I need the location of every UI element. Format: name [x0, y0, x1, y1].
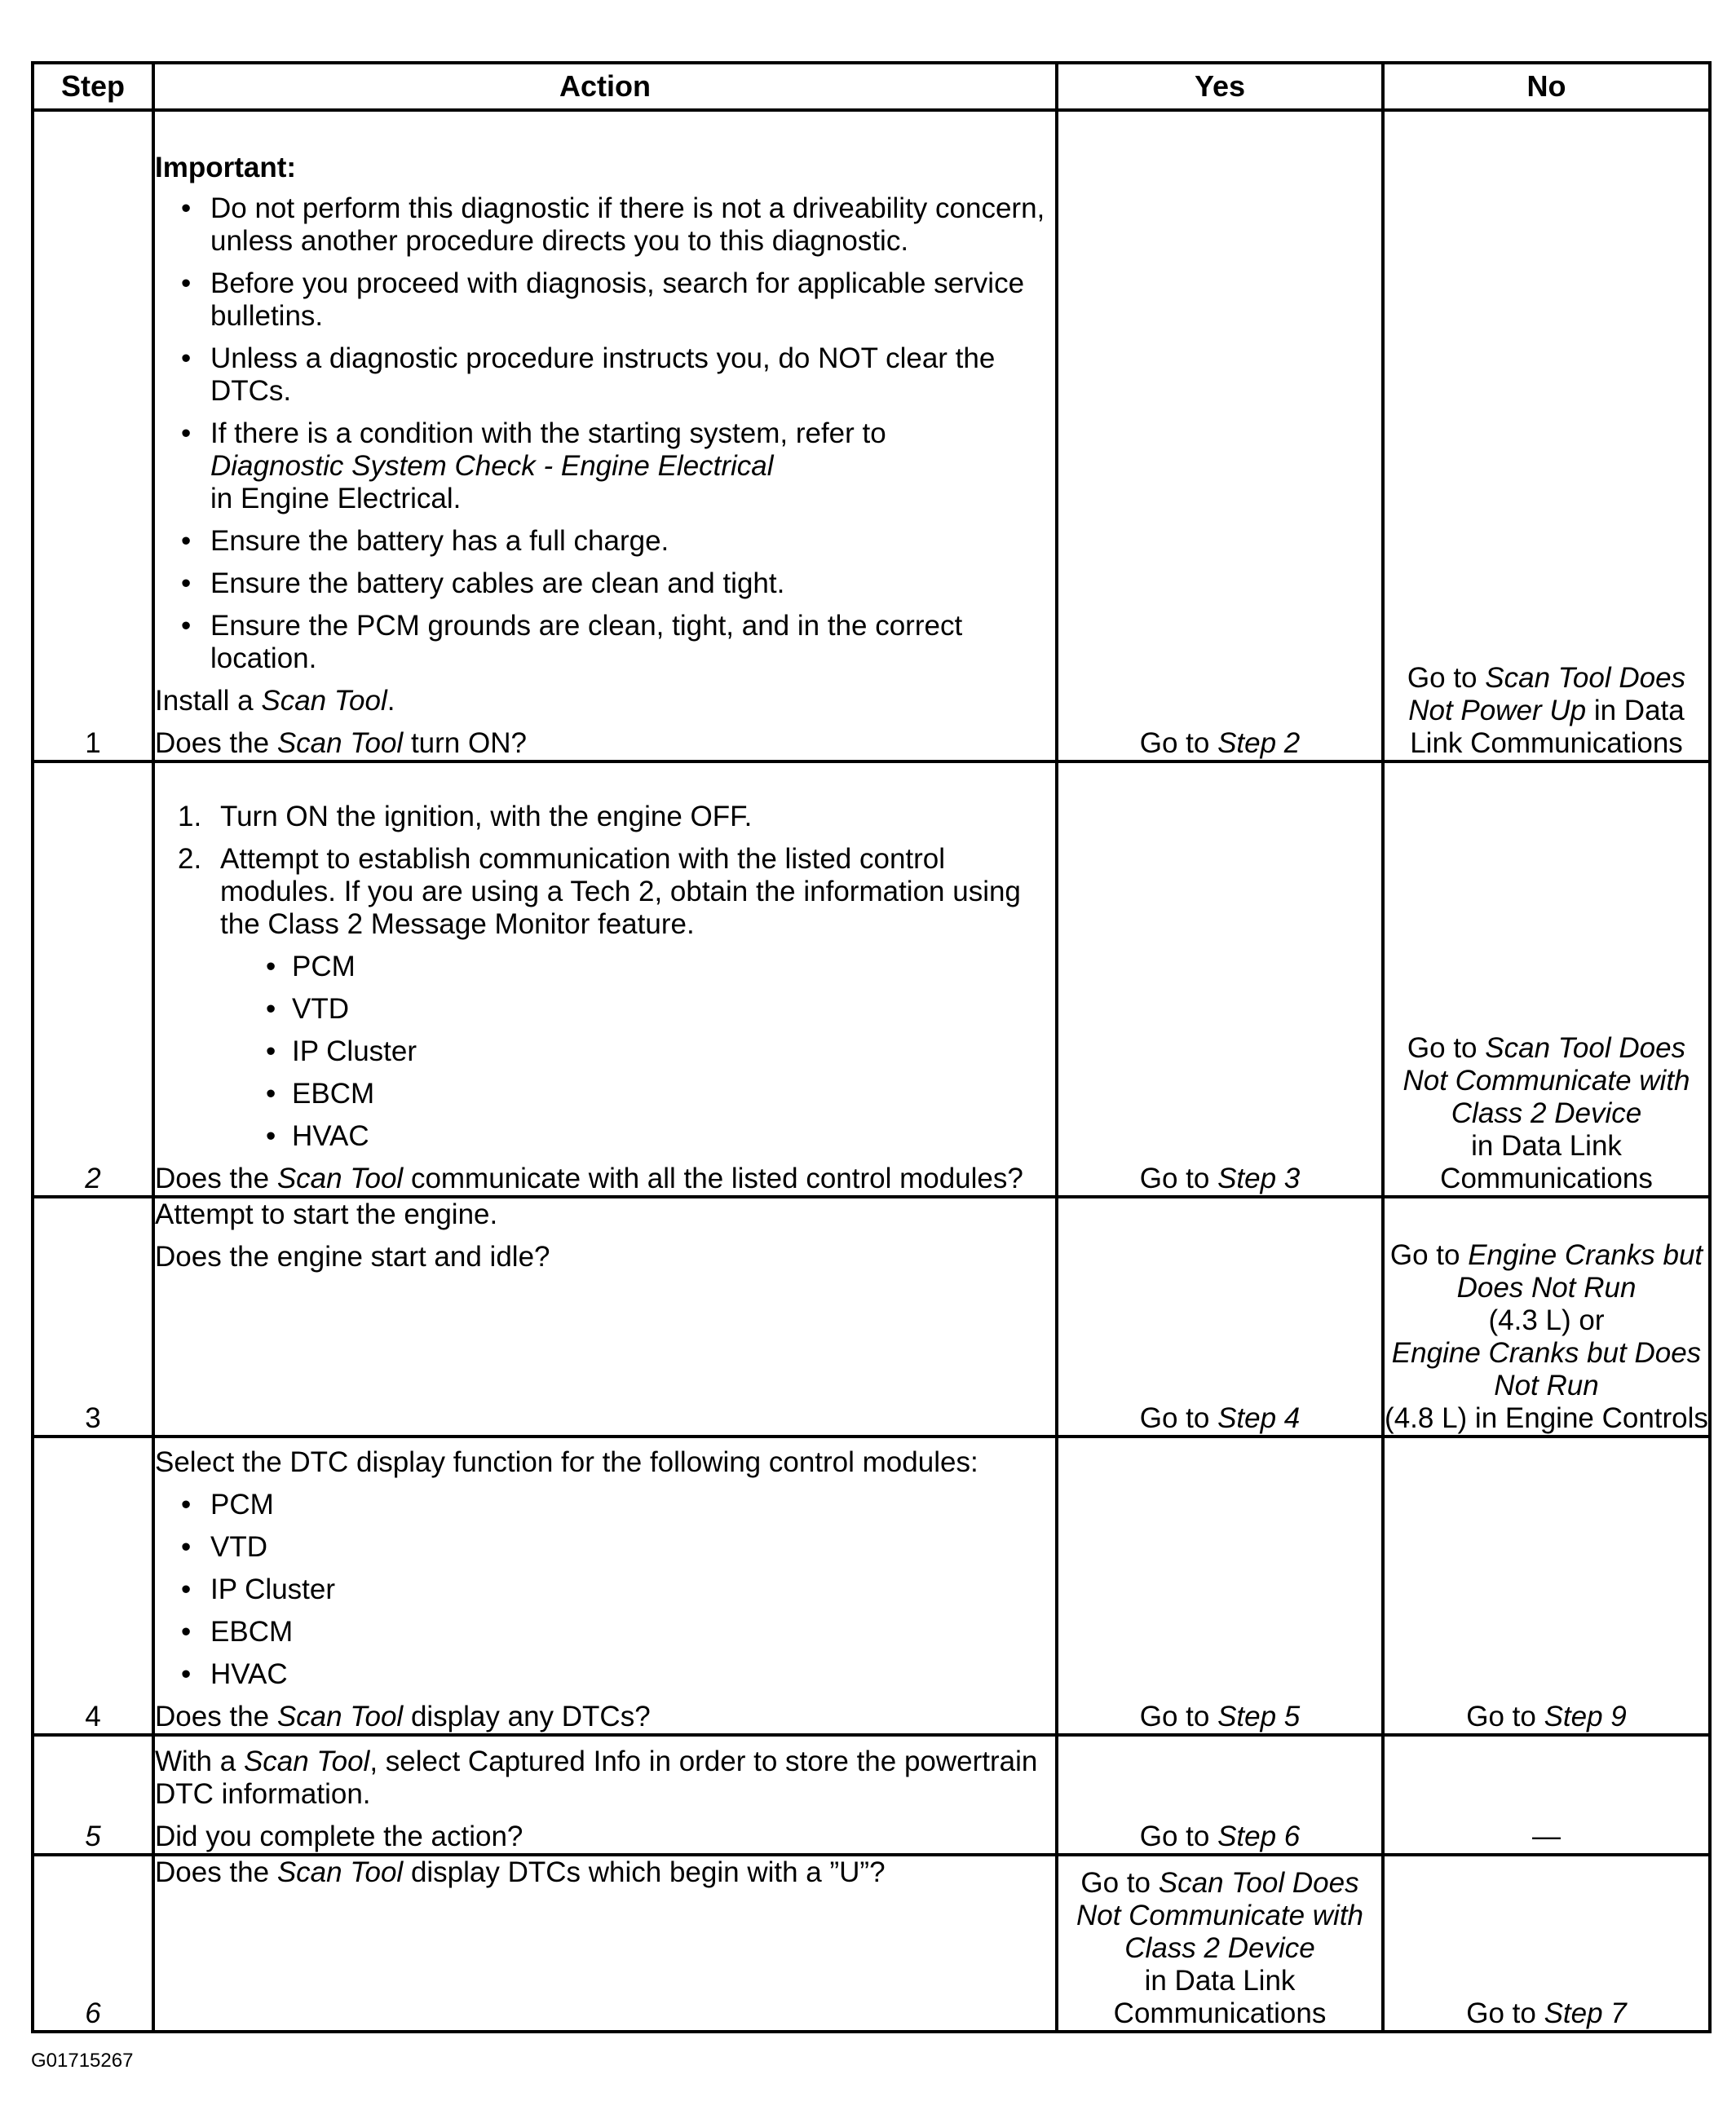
- step-number: 2: [33, 761, 153, 1197]
- yes-cell: Go to Step 5: [1057, 1437, 1383, 1735]
- question-text: Does the Scan Tool display any DTCs?: [155, 1701, 651, 1732]
- question-text: Does the engine start and idle?: [155, 1241, 550, 1273]
- list-item: • Do not perform this diagnostic if there is not a driveability concern, unless another procedure directs you to this diagnostic.: [178, 192, 1055, 258]
- question-text: Does the Scan Tool communicate with all the listed control modules?: [155, 1163, 1023, 1194]
- action-cell: [153, 761, 1057, 1197]
- reference-link: Diagnostic System Check - Engine Electrical: [210, 450, 774, 482]
- header-yes: Yes: [1057, 63, 1383, 110]
- action-cell: [153, 1735, 1057, 1855]
- list-item: 1. Turn ON the ignition, with the engine OFF.: [178, 801, 753, 832]
- table-row-step-5: [33, 1735, 1710, 1855]
- instruction-text: With a Scan Tool, select Captured Info in order to store the powertrain DTC information.: [155, 1746, 1038, 1810]
- header-no: No: [1383, 63, 1710, 110]
- action-cell: [153, 1437, 1057, 1735]
- list-item: • Before you proceed with diagnosis, search for applicable service bulletins.: [178, 267, 1055, 333]
- yes-cell: Go to Step 6: [1057, 1735, 1383, 1855]
- list-item: • EBCM: [263, 1078, 1055, 1110]
- action-cell: [153, 1197, 1057, 1437]
- numbered-list: [155, 801, 1055, 1153]
- list-item: • HVAC: [263, 1120, 1055, 1153]
- header-row: [33, 63, 1710, 110]
- list-item: 2. Attempt to establish communication with the listed control modules. If you are using a Tech 2, obtain the information using the Class 2 Message Monitor feature. • PCM • VTD • IP Cluster • EBCM • HVAC: [178, 843, 1055, 1153]
- bullet-list: [155, 192, 1055, 675]
- figure-id: G01715267: [31, 2050, 134, 2072]
- list-item: • Ensure the battery cables are clean and tight.: [178, 567, 1055, 600]
- no-cell: Go to Engine Cranks but Does Not Run (4.3 L) or Engine Cranks but Does Not Run (4.8 L) in Engine Controls: [1383, 1197, 1710, 1437]
- yes-cell: Go to Scan Tool Does Not Communicate with Class 2 Device in Data Link Communications: [1057, 1855, 1383, 2032]
- no-cell: Go to Scan Tool Does Not Power Up in Data Link Communications: [1383, 110, 1710, 761]
- list-item: • EBCM: [178, 1616, 1055, 1649]
- instruction-text: Install a Scan Tool.: [155, 685, 395, 717]
- step-number: 5: [33, 1735, 153, 1855]
- step-number: 1: [33, 110, 153, 761]
- list-item: • IP Cluster: [263, 1035, 1055, 1068]
- module-list: [155, 1489, 1055, 1691]
- instruction-text: Attempt to start the engine.: [155, 1198, 498, 1230]
- no-cell: —: [1383, 1735, 1710, 1855]
- list-item: • VTD: [263, 993, 1055, 1026]
- header-step: Step: [33, 63, 153, 110]
- no-cell: Go to Scan Tool Does Not Communicate with Class 2 Device in Data Link Communications: [1383, 761, 1710, 1197]
- list-item: • If there is a condition with the starting system, refer to Diagnostic System Check - Engine Electrical in Engine Electrical.: [178, 417, 1055, 515]
- list-item: • HVAC: [178, 1658, 1055, 1691]
- module-list: [220, 951, 1055, 1153]
- instruction-text: Select the DTC display function for the following control modules:: [155, 1446, 978, 1478]
- table-row-step-1: [33, 110, 1710, 761]
- header-action: Action: [153, 63, 1057, 110]
- diagnostic-table: [31, 61, 1712, 2033]
- question-text: Does the Scan Tool display DTCs which begin with a ”U”?: [155, 1856, 886, 1888]
- important-label: Important:: [155, 152, 297, 183]
- table-row-step-2: [33, 761, 1710, 1197]
- step-number: 6: [33, 1855, 153, 2032]
- question-text: Does the Scan Tool turn ON?: [155, 727, 527, 759]
- list-item: • PCM: [178, 1489, 1055, 1521]
- yes-cell: Go to Step 3: [1057, 761, 1383, 1197]
- table-row-step-6: [33, 1855, 1710, 2032]
- step-number: 4: [33, 1437, 153, 1735]
- yes-cell: Go to Step 2: [1057, 110, 1383, 761]
- list-item: • Ensure the battery has a full charge.: [178, 525, 1055, 558]
- question-text: Did you complete the action?: [155, 1821, 523, 1852]
- list-item: • Ensure the PCM grounds are clean, tight, and in the correct location.: [178, 610, 1055, 675]
- action-cell: [153, 1855, 1057, 2032]
- list-item: • Unless a diagnostic procedure instructs you, do NOT clear the DTCs.: [178, 342, 1055, 408]
- action-cell: [153, 110, 1057, 761]
- list-item: • IP Cluster: [178, 1573, 1055, 1606]
- step-number: 3: [33, 1197, 153, 1437]
- table-row-step-4: [33, 1437, 1710, 1735]
- list-item: • PCM: [263, 951, 1055, 983]
- list-item: • VTD: [178, 1531, 1055, 1564]
- yes-cell: Go to Step 4: [1057, 1197, 1383, 1437]
- table-row-step-3: [33, 1197, 1710, 1437]
- no-cell: Go to Step 7: [1383, 1855, 1710, 2032]
- no-cell: Go to Step 9: [1383, 1437, 1710, 1735]
